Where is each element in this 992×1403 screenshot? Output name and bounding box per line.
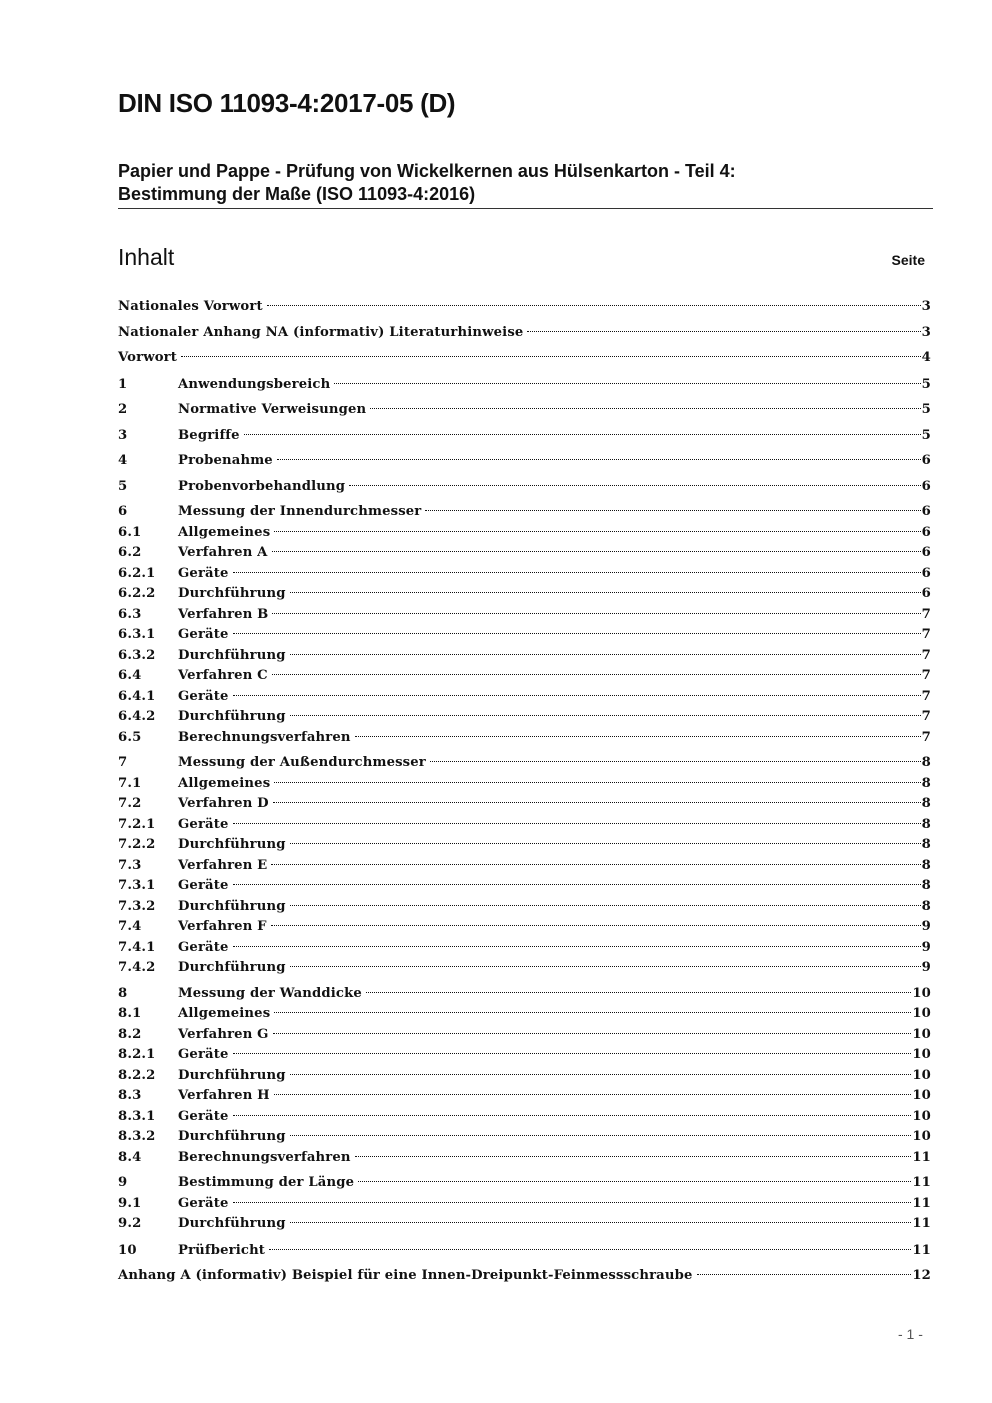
toc-entry-number: 2 (118, 402, 128, 417)
toc-dot-leader (233, 1053, 912, 1054)
toc-dot-leader (181, 356, 921, 357)
toc-entry-number: 7.2 (118, 796, 142, 811)
toc-entry[interactable] (118, 1066, 931, 1087)
toc-dot-leader (290, 654, 921, 655)
toc-entry-page: 5 (921, 427, 931, 443)
toc-entry-number: 6.2.2 (118, 586, 156, 601)
toc-entry[interactable] (118, 400, 931, 421)
toc-entry-title: Geräte (178, 939, 229, 955)
toc-entry-page: 8 (921, 775, 931, 791)
document-title: DIN ISO 11093-4:2017-05 (D) (118, 88, 456, 118)
toc-entry[interactable] (118, 1025, 931, 1046)
toc-dot-leader (244, 434, 921, 435)
toc-entry-page: 8 (921, 837, 931, 852)
toc-entry-page: 6 (921, 524, 931, 540)
toc-entry[interactable] (118, 451, 931, 472)
toc-entry-number: 7.2.2 (118, 837, 156, 852)
toc-entry[interactable] (118, 375, 931, 396)
toc-entry-page: 10 (912, 1047, 931, 1062)
toc-heading: Inhalt (118, 244, 175, 270)
toc-entry-number: 7.3.2 (118, 898, 156, 914)
toc-entry-page: 4 (921, 350, 931, 365)
toc-entry-title: Durchführung (178, 898, 286, 914)
toc-dot-leader (527, 331, 920, 332)
toc-entry-page: 3 (921, 324, 931, 340)
toc-entry-title: Verfahren G (178, 1026, 269, 1042)
toc-dot-leader (269, 1249, 911, 1250)
toc-entry-number: 3 (118, 427, 128, 443)
toc-entry[interactable] (118, 646, 931, 667)
toc-entry-title: Allgemeines (178, 524, 271, 540)
toc-entry-title: Allgemeines (178, 1006, 271, 1021)
toc-entry-title: Begriffe (178, 427, 240, 443)
toc-dot-leader (334, 383, 920, 384)
toc-entry-page: 7 (921, 606, 931, 622)
toc-entry-number: 6.4 (118, 668, 142, 683)
toc-dot-leader (697, 1274, 912, 1275)
toc-entry-number: 6.3 (118, 606, 142, 622)
toc-entry[interactable] (118, 1086, 931, 1107)
toc-dot-leader (233, 572, 921, 573)
toc-entry-page: 11 (912, 1175, 931, 1190)
toc-entry[interactable] (118, 753, 931, 774)
toc-entry-title: Probenvorbehandlung (178, 478, 346, 494)
toc-entry-page: 6 (921, 478, 931, 494)
toc-entry-page: 7 (921, 647, 931, 663)
toc-dot-leader (273, 1033, 912, 1034)
toc-entry-title: Geräte (178, 1195, 229, 1211)
toc-entry[interactable] (118, 1194, 931, 1215)
toc-dot-leader (349, 485, 921, 486)
toc-entry-number: 7.1 (118, 775, 142, 791)
toc-entry-title: Verfahren F (178, 919, 267, 934)
toc-entry[interactable] (118, 297, 931, 318)
toc-entry[interactable] (118, 794, 931, 815)
toc-entry-title: Durchführung (178, 1129, 286, 1144)
toc-entry-page: 8 (921, 796, 931, 811)
toc-entry-page: 8 (921, 755, 931, 770)
toc-entry[interactable] (118, 348, 931, 369)
toc-entry-number: 7.4.1 (118, 939, 156, 955)
toc-entry[interactable] (118, 856, 931, 877)
toc-entry-title: Bestimmung der Länge (178, 1175, 355, 1190)
toc-entry-title: Messung der Innendurchmesser (178, 504, 422, 519)
toc-dot-leader (233, 695, 921, 696)
toc-entry-page: 11 (912, 1195, 931, 1211)
toc-dot-leader (290, 1222, 912, 1223)
toc-entry[interactable] (118, 584, 931, 605)
toc-entry-number: 8.4 (118, 1149, 142, 1165)
toc-entry-page: 10 (912, 1129, 931, 1144)
toc-entry-page: 7 (921, 729, 931, 745)
toc-entry-number: 6.4.2 (118, 709, 156, 724)
toc-dot-leader (233, 1115, 912, 1116)
page-number: - 1 - (898, 1326, 923, 1342)
toc-entry-number: 9.1 (118, 1195, 142, 1211)
toc-entry-number: 8 (118, 985, 128, 1001)
toc-entry-title: Verfahren A (178, 545, 268, 560)
toc-entry-page: 10 (912, 985, 931, 1001)
toc-dot-leader (272, 613, 920, 614)
toc-dot-leader (370, 408, 920, 409)
toc-entry-page: 10 (912, 1006, 931, 1021)
toc-entry[interactable] (118, 323, 931, 344)
toc-entry[interactable] (118, 917, 931, 938)
subtitle-line-2: Bestimmung der Maße (ISO 11093-4:2016) (118, 184, 476, 204)
toc-entry-page: 5 (921, 402, 931, 417)
toc-entry-number: 6.5 (118, 729, 142, 745)
toc-entry-page: 6 (921, 453, 931, 468)
toc-entry[interactable] (118, 605, 931, 626)
toc-entry-title: Verfahren D (178, 796, 269, 811)
toc-entry-number: 9.2 (118, 1216, 142, 1231)
toc-entry-title: Geräte (178, 1108, 229, 1124)
toc-entry-page: 8 (921, 878, 931, 893)
toc-entry-title: Allgemeines (178, 775, 271, 791)
toc-entry-page: 9 (921, 919, 931, 934)
toc-entry-title: Messung der Wanddicke (178, 985, 362, 1001)
toc-entry[interactable] (118, 1241, 931, 1262)
toc-entry-number: 6.1 (118, 524, 142, 540)
toc-entry-title: Verfahren H (178, 1088, 270, 1103)
toc-dot-leader (430, 761, 921, 762)
toc-entry-title: Anwendungsbereich (178, 376, 331, 392)
toc-entry-title: Geräte (178, 816, 229, 832)
toc-entry-number: 5 (118, 478, 128, 494)
toc-entry-title: Durchführung (178, 1067, 286, 1083)
toc-entry[interactable] (118, 774, 931, 795)
toc-entry-number: 10 (118, 1242, 137, 1258)
toc-entry-title: Anhang A (informativ) Beispiel für eine Innen-Dreipunkt-Feinmessschraube (118, 1268, 693, 1283)
toc-dot-leader (290, 843, 921, 844)
toc-entry-number: 6.4.1 (118, 688, 156, 704)
toc-dot-leader (271, 864, 920, 865)
toc-entry[interactable] (118, 958, 931, 979)
toc-entry-page: 11 (912, 1216, 931, 1231)
toc-entry-number: 8.1 (118, 1006, 142, 1021)
toc-entry-title: Berechnungsverfahren (178, 1149, 351, 1165)
toc-entry-title: Durchführung (178, 586, 286, 601)
toc-entry[interactable] (118, 938, 931, 959)
toc-entry-title: Durchführung (178, 647, 286, 663)
toc-dot-leader (290, 966, 921, 967)
toc-entry-number: 6.2 (118, 545, 142, 560)
toc-entry-page: 6 (921, 586, 931, 601)
toc-entry-page: 3 (921, 299, 931, 314)
toc-entry-number: 7.4.2 (118, 960, 156, 975)
toc-entry-title: Normative Verweisungen (178, 402, 367, 417)
toc-dot-leader (274, 1012, 911, 1013)
toc-dot-leader (233, 633, 921, 634)
toc-entry-title: Messung der Außendurchmesser (178, 755, 426, 770)
toc-entry-title: Geräte (178, 565, 229, 581)
toc-entry-page: 11 (912, 1242, 931, 1258)
toc-entry-page: 12 (912, 1268, 931, 1283)
toc-dot-leader (290, 715, 921, 716)
toc-entry-title: Verfahren E (178, 857, 268, 873)
toc-entry[interactable] (118, 625, 931, 646)
toc-entry[interactable] (118, 426, 931, 447)
toc-entry[interactable] (118, 728, 931, 749)
toc-entry-title: Durchführung (178, 1216, 286, 1231)
toc-entry-number: 7.4 (118, 919, 142, 934)
toc-entry[interactable] (118, 897, 931, 918)
toc-dot-leader (366, 992, 911, 993)
toc-entry-page: 5 (921, 376, 931, 392)
toc-entry-number: 6.2.1 (118, 565, 156, 581)
toc-entry[interactable] (118, 835, 931, 856)
toc-entry-page: 8 (921, 816, 931, 832)
toc-entry[interactable] (118, 1107, 931, 1128)
toc-entry-number: 8.3 (118, 1088, 142, 1103)
toc-entry-title: Probenahme (178, 453, 273, 468)
toc-entry-number: 1 (118, 376, 128, 392)
toc-entry[interactable] (118, 1173, 931, 1194)
toc-entry-page: 7 (921, 668, 931, 683)
toc-dot-leader (274, 782, 920, 783)
toc-dot-leader (290, 592, 921, 593)
toc-entry[interactable] (118, 815, 931, 836)
toc-entry-title: Nationaler Anhang NA (informativ) Literaturhinweise (118, 324, 524, 340)
toc-entry-title: Geräte (178, 627, 229, 642)
table-of-contents (118, 297, 931, 1287)
toc-entry-title: Geräte (178, 878, 229, 893)
toc-dot-leader (274, 531, 920, 532)
toc-entry-page: 8 (921, 857, 931, 873)
toc-entry-title: Prüfbericht (178, 1242, 266, 1258)
toc-entry-number: 6.3.1 (118, 627, 156, 642)
toc-dot-leader (233, 823, 921, 824)
toc-entry[interactable] (118, 477, 931, 498)
toc-entry-number: 7.2.1 (118, 816, 156, 832)
toc-entry[interactable] (118, 523, 931, 544)
toc-dot-leader (358, 1181, 911, 1182)
toc-entry-page: 9 (921, 960, 931, 975)
toc-entry-number: 6.3.2 (118, 647, 156, 663)
toc-entry[interactable] (118, 502, 931, 523)
toc-dot-leader (272, 674, 921, 675)
toc-dot-leader (267, 305, 921, 306)
toc-entry-title: Geräte (178, 688, 229, 704)
toc-entry-title: Vorwort (118, 350, 178, 365)
toc-entry-number: 9 (118, 1175, 128, 1190)
toc-entry[interactable] (118, 1004, 931, 1025)
toc-dot-leader (274, 1094, 912, 1095)
toc-entry[interactable] (118, 1127, 931, 1148)
toc-entry-page: 9 (921, 939, 931, 955)
toc-entry-number: 4 (118, 453, 128, 468)
toc-dot-leader (233, 946, 921, 947)
toc-entry[interactable] (118, 564, 931, 585)
toc-entry-title: Durchführung (178, 837, 286, 852)
toc-entry-number: 8.3.1 (118, 1108, 156, 1124)
toc-entry[interactable] (118, 666, 931, 687)
toc-dot-leader (272, 551, 921, 552)
toc-entry[interactable] (118, 1266, 931, 1287)
toc-entry-page: 8 (921, 898, 931, 914)
document-subtitle (118, 160, 933, 209)
toc-entry-title: Berechnungsverfahren (178, 729, 351, 745)
toc-header (118, 244, 928, 274)
toc-entry-title: Verfahren C (178, 668, 268, 683)
toc-entry[interactable] (118, 543, 931, 564)
toc-dot-leader (355, 736, 921, 737)
toc-entry-number: 8.3.2 (118, 1129, 156, 1144)
toc-entry-page: 7 (921, 688, 931, 704)
toc-entry-page: 6 (921, 565, 931, 581)
toc-entry-page: 7 (921, 627, 931, 642)
toc-entry-title: Geräte (178, 1047, 229, 1062)
toc-entry-title: Nationales Vorwort (118, 299, 263, 314)
toc-entry-page: 10 (912, 1026, 931, 1042)
toc-entry-page: 7 (921, 709, 931, 724)
toc-entry-page: 11 (912, 1149, 931, 1165)
toc-dot-leader (273, 802, 921, 803)
toc-entry-title: Verfahren B (178, 606, 269, 622)
toc-dot-leader (290, 905, 921, 906)
toc-entry-title: Durchführung (178, 709, 286, 724)
toc-entry[interactable] (118, 1045, 931, 1066)
toc-entry[interactable] (118, 1148, 931, 1169)
subtitle-line-1: Papier und Pappe - Prüfung von Wickelkernen aus Hülsenkarton - Teil 4: (118, 161, 736, 181)
toc-entry[interactable] (118, 984, 931, 1005)
toc-dot-leader (277, 459, 921, 460)
toc-entry-number: 7.3 (118, 857, 142, 873)
toc-entry-page: 10 (912, 1088, 931, 1103)
toc-entry-page: 10 (912, 1067, 931, 1083)
toc-entry-number: 8.2 (118, 1026, 142, 1042)
toc-entry-number: 8.2.1 (118, 1047, 156, 1062)
toc-entry[interactable] (118, 687, 931, 708)
toc-entry-title: Durchführung (178, 960, 286, 975)
toc-entry-page: 10 (912, 1108, 931, 1124)
toc-dot-leader (233, 1202, 912, 1203)
toc-dot-leader (233, 884, 921, 885)
toc-entry[interactable] (118, 1214, 931, 1235)
toc-page-column-label: Seite (891, 252, 925, 268)
toc-entry-number: 8.2.2 (118, 1067, 156, 1083)
toc-entry[interactable] (118, 707, 931, 728)
toc-dot-leader (425, 510, 920, 511)
toc-dot-leader (355, 1156, 912, 1157)
toc-dot-leader (271, 925, 921, 926)
toc-entry-number: 7 (118, 755, 128, 770)
toc-entry-number: 6 (118, 504, 128, 519)
toc-dot-leader (290, 1135, 912, 1136)
toc-dot-leader (290, 1074, 912, 1075)
toc-entry-number: 7.3.1 (118, 878, 156, 893)
toc-entry-page: 6 (921, 545, 931, 560)
toc-entry-page: 6 (921, 504, 931, 519)
toc-entry[interactable] (118, 876, 931, 897)
